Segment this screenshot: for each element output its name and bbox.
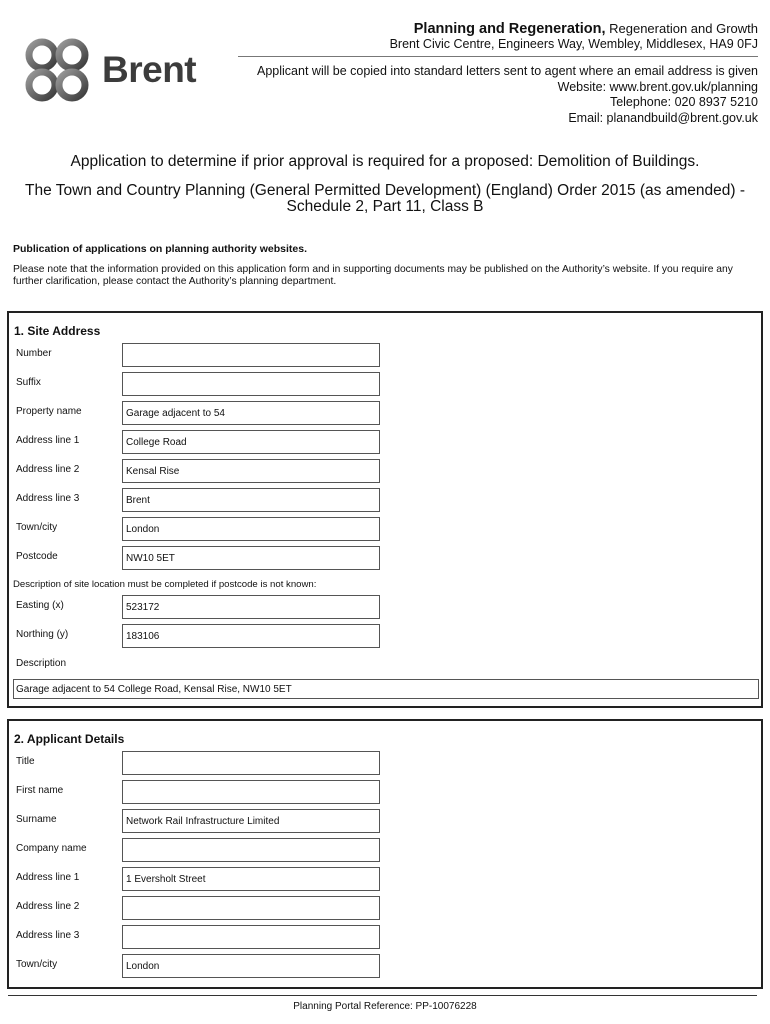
easting-field[interactable]: 523172 (122, 595, 380, 619)
suffix-field[interactable] (122, 372, 380, 396)
brent-logo (22, 34, 212, 106)
applicant-address-line-1-field[interactable]: 1 Eversholt Street (122, 867, 380, 891)
property-name-field[interactable]: Garage adjacent to 54 (122, 401, 380, 425)
applicant-details-section (7, 719, 763, 989)
field-row (9, 809, 761, 833)
field-label: Town/city (16, 959, 58, 970)
field-row (9, 546, 761, 570)
town-city-field[interactable]: London (122, 517, 380, 541)
field-row (9, 896, 761, 920)
address-line-3-field[interactable]: Brent (122, 488, 380, 512)
northing-field[interactable]: 183106 (122, 624, 380, 648)
field-row (9, 838, 761, 862)
brent-logo-icon (22, 35, 98, 105)
company-name-field[interactable] (122, 838, 380, 862)
field-row (9, 343, 761, 367)
field-label: Description (16, 658, 67, 669)
field-row (9, 459, 761, 483)
location-note: Description of site location must be completed if postcode is not known: (13, 579, 317, 590)
website-link[interactable]: Website: www.brent.gov.uk/planning (557, 79, 758, 94)
publication-heading: Publication of applications on planning authority websites. (13, 243, 308, 255)
applicant-address-line-2-field[interactable] (122, 896, 380, 920)
field-label: Easting (x) (16, 600, 64, 611)
field-label: Northing (y) (16, 629, 69, 640)
field-row (9, 517, 761, 541)
field-row (9, 401, 761, 425)
field-label: Company name (16, 843, 87, 854)
field-label: Surname (16, 814, 57, 825)
field-label: Property name (16, 406, 82, 417)
field-row (9, 954, 761, 978)
section-title: 1. Site Address (14, 324, 101, 338)
field-label: Title (16, 756, 35, 767)
number-field[interactable] (122, 343, 380, 367)
address-line-2-field[interactable]: Kensal Rise (122, 459, 380, 483)
field-row (9, 867, 761, 891)
field-label: Postcode (16, 551, 58, 562)
first-name-field[interactable] (122, 780, 380, 804)
field-label: First name (16, 785, 64, 796)
field-row (9, 624, 761, 648)
field-row (9, 372, 761, 396)
field-label: Address line 3 (16, 493, 80, 504)
title-field[interactable] (122, 751, 380, 775)
field-label: Town/city (16, 522, 58, 533)
field-label: Address line 3 (16, 930, 80, 941)
description-field[interactable]: Garage adjacent to 54 College Road, Kensal Rise, NW10 5ET (13, 679, 759, 699)
copy-note: Applicant will be copied into standard letters sent to agent where an email address is given (257, 64, 758, 78)
email-link[interactable]: Email: planandbuild@brent.gov.uk (568, 110, 758, 125)
header-divider (238, 56, 758, 57)
field-label: Address line 1 (16, 872, 80, 883)
surname-field[interactable]: Network Rail Infrastructure Limited (122, 809, 380, 833)
field-label: Address line 1 (16, 435, 80, 446)
field-row (9, 430, 761, 454)
form-title: Application to determine if prior approval is required for a proposed: Demolition of Buildings. (70, 153, 700, 170)
publication-note: Please note that the information provided on this application form and in supporting documents may be published on the Authority’s website. If you require any further clarification, please contact the Authority’s planning department. (13, 264, 733, 287)
field-row (9, 780, 761, 804)
field-row (9, 595, 761, 619)
field-row (9, 751, 761, 775)
council-address: Brent Civic Centre, Engineers Way, Wembley, Middlesex, HA9 0FJ (389, 37, 758, 51)
postcode-field[interactable]: NW10 5ET (122, 546, 380, 570)
field-row (9, 653, 761, 677)
logo-text: Brent (102, 49, 197, 90)
field-row (9, 488, 761, 512)
contact-block (257, 64, 758, 126)
field-label: Address line 2 (16, 464, 80, 475)
field-label: Address line 2 (16, 901, 80, 912)
applicant-address-line-3-field[interactable] (122, 925, 380, 949)
telephone: Telephone: 020 8937 5210 (609, 95, 758, 109)
field-label: Suffix (16, 377, 41, 388)
portal-reference: Planning Portal Reference: PP-10076228 (293, 1001, 477, 1012)
department-title: Planning and Regeneration, (413, 21, 606, 37)
field-row (9, 925, 761, 949)
footer-divider (8, 995, 757, 996)
section-title: 2. Applicant Details (14, 732, 125, 746)
field-label: Number (16, 348, 52, 359)
applicant-town-city-field[interactable]: London (122, 954, 380, 978)
department-heading (414, 21, 758, 37)
site-address-section (7, 311, 763, 708)
address-line-1-field[interactable]: College Road (122, 430, 380, 454)
form-legislation: The Town and Country Planning (General Permitted Development) (England) Order 2015 (as amended) - Schedule 2, Part 11, Class B (25, 182, 745, 215)
department-subtitle: Regeneration and Growth (609, 21, 758, 36)
